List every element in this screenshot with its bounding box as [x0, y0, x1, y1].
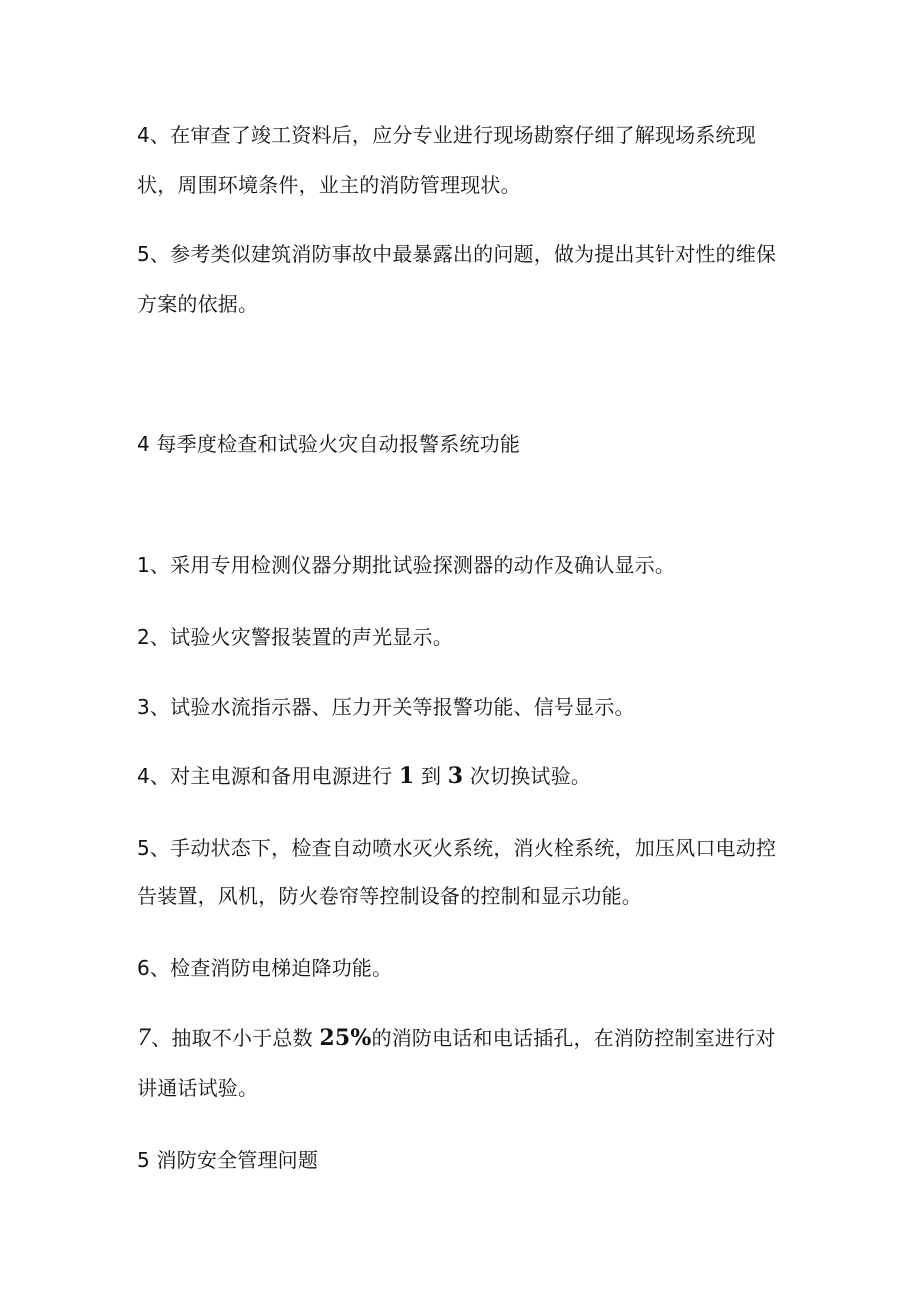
item-7-percent: 25% — [319, 1025, 372, 1051]
prev-item-5-line-2: 方案的依据。 — [137, 292, 259, 316]
section-4-item-4 — [137, 762, 591, 790]
section-4-item-5-line-2: 告装置，风机，防火卷帘等控制设备的控制和显示功能。 — [137, 884, 642, 908]
item-4-number-2: 3 — [447, 763, 464, 789]
item-7-suffix: 的消防电话和电话插孔，在消防控制室进行对 — [371, 1026, 776, 1050]
section-4-item-3: 3、试验水流指示器、压力开关等报警功能、信号显示。 — [137, 695, 635, 719]
item-4-prefix: 4、对主电源和备用电源进行 — [137, 764, 393, 788]
item-7-prefix: 、抽取不小于总数 — [151, 1026, 313, 1050]
prev-item-5-line-1: 5、参考类似建筑消防事故中最暴露出的问题，做为提出其针对性的维保 — [137, 242, 777, 266]
section-4-item-7-line-1 — [137, 1024, 776, 1053]
item-7-number: 7 — [137, 1026, 152, 1051]
section-5-heading: 5 消防安全管理问题 — [137, 1148, 319, 1172]
section-4-item-1: 1、采用专用检测仪器分期批试验探测器的动作及确认显示。 — [137, 553, 676, 577]
section-4-item-7-line-2: 讲通话试验。 — [137, 1076, 259, 1100]
section-4-item-2: 2、试验火灾警报装置的声光显示。 — [137, 625, 453, 649]
section-4-item-6: 6、检查消防电梯迫降功能。 — [137, 956, 393, 980]
section-4-heading: 4 每季度检查和试验火灾自动报警系统功能 — [137, 432, 521, 456]
section-4-item-5-line-1: 5、手动状态下，检查自动喷水灭火系统，消火栓系统，加压风口电动控 — [137, 836, 777, 860]
prev-item-4-line-2: 状，周围环境条件，业主的消防管理现状。 — [137, 173, 521, 197]
item-4-number-1: 1 — [398, 763, 415, 789]
item-4-suffix: 次切换试验。 — [469, 764, 592, 788]
item-4-mid: 到 — [420, 764, 442, 788]
prev-item-4-line-1: 4、在审查了竣工资料后，应分专业进行现场勘察仔细了解现场系统现 — [137, 123, 756, 147]
